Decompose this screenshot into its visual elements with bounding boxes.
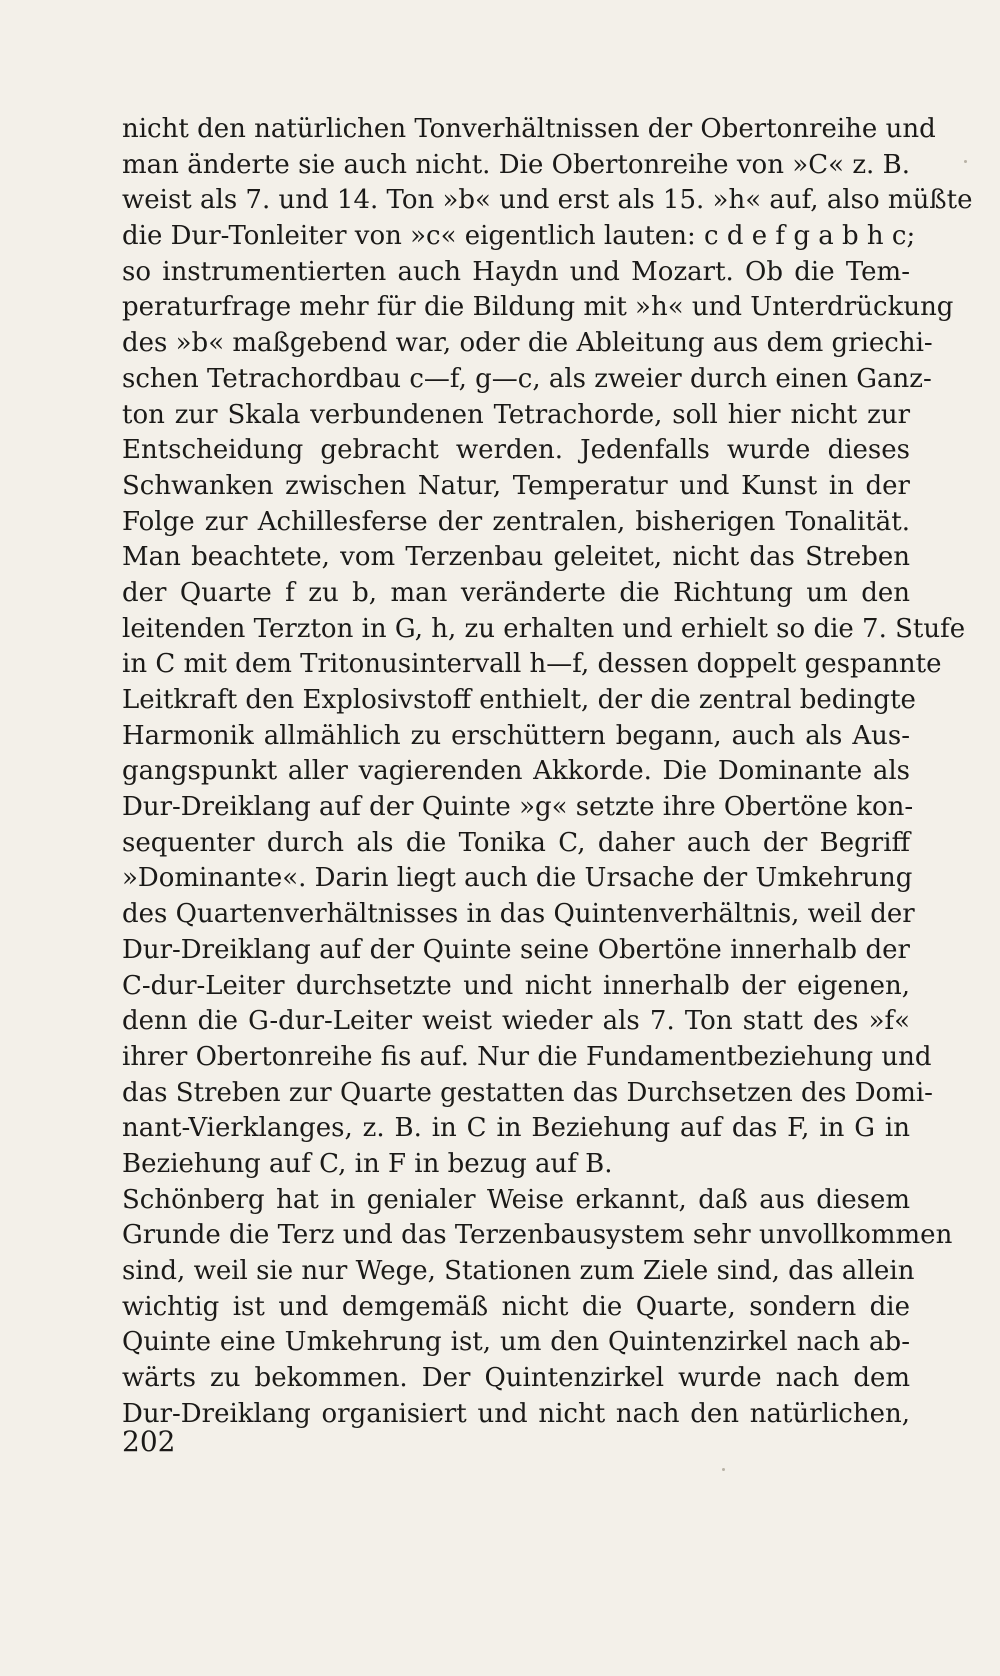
text-line: wärts zu bekommen. Der Quintenzirkel wurde nach dem <box>122 1363 910 1394</box>
text-line: weist als 7. und 14. Ton »b« und erst als 15. »h« auf, also müßte <box>122 185 973 216</box>
text-line: leitenden Terzton in G, h, zu erhalten und erhielt so die 7. Stufe <box>122 613 966 644</box>
text-line: peraturfrage mehr für die Bildung mit »h« und Unterdrückung <box>122 292 954 323</box>
text-line: nicht den natürlichen Tonverhältnissen der Obertonreihe und <box>122 114 936 144</box>
text-line: wichtig ist und demgemäß nicht die Quarte, sondern die <box>122 1291 910 1322</box>
text-line: so instrumentierten auch Haydn und Mozart. Ob die Tem- <box>122 256 910 287</box>
paper-speck <box>722 1468 725 1471</box>
text-line: Dur-Dreiklang organisiert und nicht nach den natürlichen, <box>122 1398 910 1429</box>
text-line: Quinte eine Umkehrung ist, um den Quintenzirkel nach ab- <box>122 1327 910 1358</box>
text-line: C-dur-Leiter durchsetzte und nicht innerhalb der eigenen, <box>122 970 910 1001</box>
text-line: sind, weil sie nur Wege, Stationen zum Ziele sind, das allein <box>122 1256 915 1286</box>
text-line: Dur-Dreiklang auf der Quinte »g« setzte ihre Obertöne kon- <box>122 792 914 823</box>
text-line: Entscheidung gebracht werden. Jedenfalls wurde dieses <box>122 435 910 466</box>
text-line: gangspunkt aller vagierenden Akkorde. Die Dominante als <box>122 756 910 787</box>
text-line: nant-Vierklanges, z. B. in C in Beziehung auf das F, in G in <box>122 1113 910 1144</box>
text-line: die Dur-Tonleiter von »c« eigentlich lauten: c d e f g a b h c; <box>122 221 916 252</box>
text-line: Leitkraft den Explosivstoff enthielt, der die zentral bedingte <box>122 685 916 715</box>
text-line: sequenter durch als die Tonika C, daher auch der Begriff <box>122 827 910 858</box>
text-line: Schwanken zwischen Natur, Temperatur und Kunst in der <box>122 470 910 501</box>
text-line: Dur-Dreiklang auf der Quinte seine Obertöne innerhalb der <box>122 934 910 965</box>
text-line: Harmonik allmählich zu erschüttern begann, auch als Aus- <box>122 720 910 751</box>
text-line: Beziehung auf C, in F in bezug auf B. <box>122 1148 613 1179</box>
body-text <box>122 112 973 1432</box>
text-line: des Quartenverhältnisses in das Quintenverhältnis, weil der <box>122 899 915 930</box>
text-line: in C mit dem Tritonusintervall h—f, dessen doppelt gespannte <box>122 649 942 680</box>
text-line: der Quarte f zu b, man veränderte die Richtung um den <box>122 577 910 608</box>
text-line: »Dominante«. Darin liegt auch die Ursache der Umkehrung <box>122 863 913 894</box>
page-number: 202 <box>122 1425 176 1458</box>
paper-speck <box>964 160 967 163</box>
text-line: Grunde die Terz und das Terzenbausystem sehr unvollkommen <box>122 1220 953 1251</box>
text-line: Folge zur Achillesferse der zentralen, bisherigen Tonalität. <box>122 506 910 537</box>
text-line: ton zur Skala verbundenen Tetrachorde, soll hier nicht zur <box>122 399 910 430</box>
text-line: das Streben zur Quarte gestatten das Durchsetzen des Domi- <box>122 1077 933 1108</box>
text-line: des »b« maßgebend war, oder die Ableitung aus dem griechi- <box>122 328 933 359</box>
text-line: schen Tetrachordbau c—f, g—c, als zweier durch einen Ganz- <box>122 363 932 394</box>
text-line: man änderte sie auch nicht. Die Obertonreihe von »C« z. B. <box>122 149 910 180</box>
text-line: Man beachtete, vom Terzenbau geleitet, nicht das Streben <box>122 542 910 573</box>
text-line: ihrer Obertonreihe fis auf. Nur die Fundamentbeziehung und <box>122 1041 932 1072</box>
text-line: denn die G-dur-Leiter weist wieder als 7. Ton statt des »f« <box>122 1006 910 1037</box>
text-line: Schönberg hat in genialer Weise erkannt, daß aus diesem <box>122 1184 910 1215</box>
